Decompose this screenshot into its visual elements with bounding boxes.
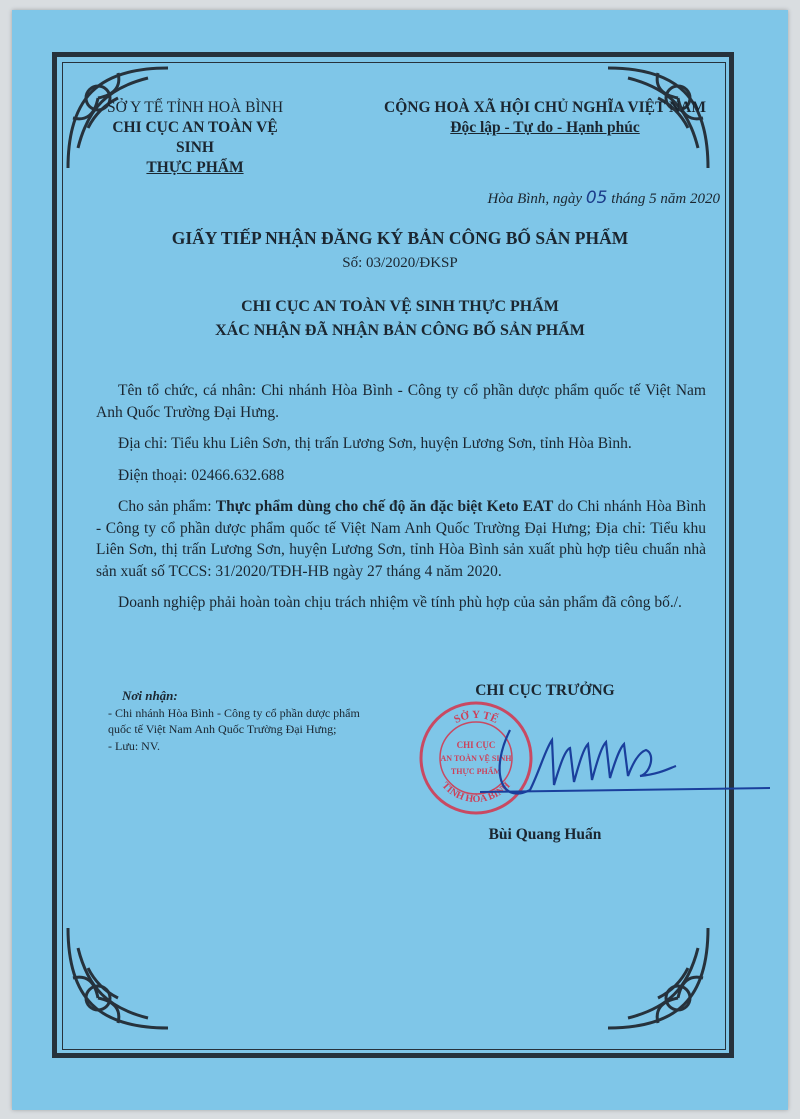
authority-line-3: THỰC PHẨM bbox=[146, 159, 244, 176]
nation-line-2: Độc lập - Tự do - Hạnh phúc bbox=[450, 119, 640, 136]
product-name: Thực phẩm dùng cho chế độ ăn đặc biệt Keto EAT bbox=[215, 498, 554, 515]
phone-label: Điện thoại: bbox=[118, 466, 188, 484]
seal-bottom-text: TỈNH HÒA BÌNH bbox=[439, 780, 513, 806]
signer-name: Bùi Quang Huấn bbox=[488, 826, 602, 843]
responsibility-paragraph: Doanh nghiệp phải hoàn toàn chịu trách nhiệm về tính phù hợp của sản phẩm đã công bố./. bbox=[118, 594, 682, 611]
dateline-prefix: Hòa Bình, ngày bbox=[487, 191, 583, 207]
address-value: Tiểu khu Liên Sơn, thị trấn Lương Sơn, huyện Lương Sơn, tỉnh Hòa Bình. bbox=[171, 435, 632, 452]
seal-line-2: AN TOÀN VỆ SINH bbox=[440, 754, 512, 763]
corner-ornament-icon bbox=[598, 918, 718, 1038]
document-title: GIẤY TIẾP NHẬN ĐĂNG KÝ BẢN CÔNG BỐ SẢN PHẨM bbox=[171, 228, 629, 248]
recipient-item: - Chi nhánh Hòa Bình - Công ty cổ phần dược phẩm quốc tế Việt Nam Anh Quốc Trường Đại Hưng; bbox=[108, 705, 360, 736]
document-number: Số: 03/2020/ĐKSP bbox=[342, 255, 458, 271]
org-paragraph bbox=[96, 380, 706, 423]
address-paragraph bbox=[96, 433, 706, 455]
seal-top-text: SỞ Y TẾ bbox=[452, 708, 500, 726]
product-paragraph bbox=[96, 496, 706, 582]
dateline bbox=[400, 188, 720, 208]
issuing-authority bbox=[95, 98, 295, 178]
dateline-year: năm 2020 bbox=[660, 191, 720, 207]
org-label: Tên tổ chức, cá nhân: bbox=[118, 382, 257, 399]
national-motto bbox=[370, 98, 720, 138]
address-label: Địa chỉ: bbox=[118, 435, 168, 452]
seal-line-3: THỰC PHẨM bbox=[450, 767, 502, 776]
authority-line-2: CHI CỤC AN TOÀN VỆ SINH bbox=[112, 119, 278, 156]
corner-ornament-icon bbox=[58, 918, 178, 1038]
document-body bbox=[96, 380, 706, 624]
signer-position: CHI CỤC TRƯỞNG bbox=[475, 682, 615, 699]
subtitle-confirmation: XÁC NHẬN ĐÃ NHẬN BẢN CÔNG BỐ SẢN PHẨM bbox=[215, 322, 585, 339]
product-details: do Chi nhánh Hòa Bình - Công ty cổ phần dược phẩm quốc tế Việt Nam Anh Quốc Trường Đại Hưng; Địa chỉ: Tiểu khu Liên Sơn, thị trấn Lương Sơn, huyện Lương Sơn, tỉnh Hòa Bình sản xuất phù hợp tiêu chuẩn nhà sản xuất số TCCS: 31/2020/TĐH-HB ngày 27 tháng 4 năm 2020. bbox=[96, 498, 707, 580]
recipient-item: - Lưu: NV. bbox=[108, 738, 160, 753]
authority-line-1: SỞ Y TẾ TỈNH HOÀ BÌNH bbox=[106, 99, 284, 116]
seal-line-1: CHI CỤC bbox=[456, 740, 496, 750]
product-prefix: Cho sản phẩm: bbox=[118, 498, 212, 515]
dateline-month: tháng 5 bbox=[611, 191, 657, 207]
recipients-title: Nơi nhận: bbox=[122, 688, 178, 703]
phone-value: 02466.632.688 bbox=[191, 466, 285, 484]
org-value: Chi nhánh Hòa Bình - Công ty cổ phần dược phẩm quốc tế Việt Nam Anh Quốc Trường Đại Hưng. bbox=[96, 382, 706, 421]
handwritten-signature bbox=[470, 710, 790, 820]
recipients-block bbox=[108, 688, 378, 754]
nation-line-1: CỘNG HOÀ XÃ HỘI CHỦ NGHĨA VIỆT NAM bbox=[384, 99, 706, 116]
subtitle-agency: CHI CỤC AN TOÀN VỆ SINH THỰC PHẨM bbox=[241, 298, 559, 315]
phone-paragraph bbox=[96, 465, 706, 487]
dateline-day: 05 bbox=[585, 188, 608, 208]
